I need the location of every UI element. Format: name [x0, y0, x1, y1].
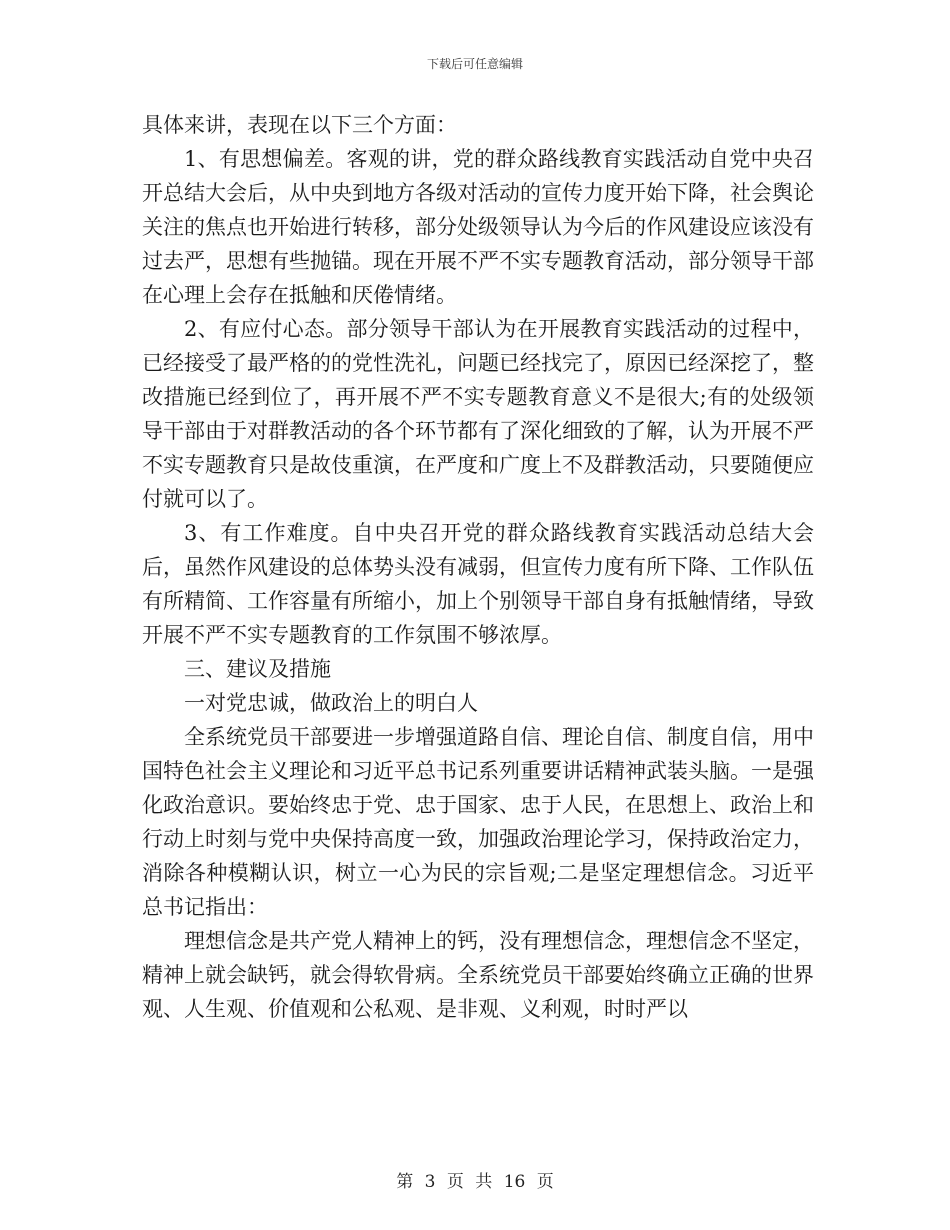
paragraph-body-1: 全系统党员干部要进一步增强道路自信、理论自信、制度自信，用中国特色社会主义理论和习近平总书记系列重要讲话精神武装头脑。一是强化政治意识。要始终忠于党、忠于国家、忠于人民，在思想上、政治上和行动上时刻与党中央保持高度一致，加强政治理论学习，保持政治定力，消除各种模糊认识，树立一心为民的宗旨观;二是坚定理想信念。习近平总书记指出： [142, 725, 814, 919]
paragraph-point-1: 1、有思想偏差。客观的讲，党的群众路线教育实践活动自党中央召开总结大会后，从中央到地方各级对活动的宣传力度开始下降，社会舆论关注的焦点也开始进行转移，部分处级领导认为今后的作风建设应该没有过去严，思想有些抛锚。现在开展不严不实专题教育活动，部分领导干部在心理上会存在抵触和厌倦情绪。 [142, 147, 814, 307]
paragraph-point-3: 3、有工作难度。自中央召开党的群众路线教育实践活动总结大会后，虽然作风建设的总体势头没有减弱，但宣传力度有所下降、工作队伍有所精简、工作容量有所缩小，加上个别领导干部自身有抵触情绪，导致开展不严不实专题教育的工作氛围不够浓厚。 [142, 521, 814, 647]
paragraph-intro: 具体来讲，表现在以下三个方面： [142, 113, 457, 137]
paragraph-point-2: 2、有应付心态。部分领导干部认为在开展教育实践活动的过程中，已经接受了最严格的的党性洗礼，问题已经找完了，原因已经深挖了，整改措施已经到位了，再开展不严不实专题教育意义不是很大;有的处级领导干部由于对群教活动的各个环节都有了深化细致的了解，认为开展不严不实专题教育只是故伎重演，在严度和广度上不及群教活动，只要随便应付就可以了。 [142, 317, 814, 511]
page-header: 下载后可任意编辑 [426, 57, 523, 71]
section-heading: 三、建议及措施 [184, 657, 331, 681]
document-body [142, 108, 814, 1026]
paragraph-body-2: 理想信念是共产党人精神上的钙，没有理想信念，理想信念不坚定，精神上就会缺钙，就会得软骨病。全系统党员干部要始终确立正确的世界观、人生观、价值观和公私观、是非观、义利观，时时严以 [142, 929, 814, 1021]
subsection-heading: 一对党忠诚，做政治上的明白人 [184, 691, 478, 715]
page-footer: 第 3 页 共 16 页 [396, 1172, 554, 1192]
